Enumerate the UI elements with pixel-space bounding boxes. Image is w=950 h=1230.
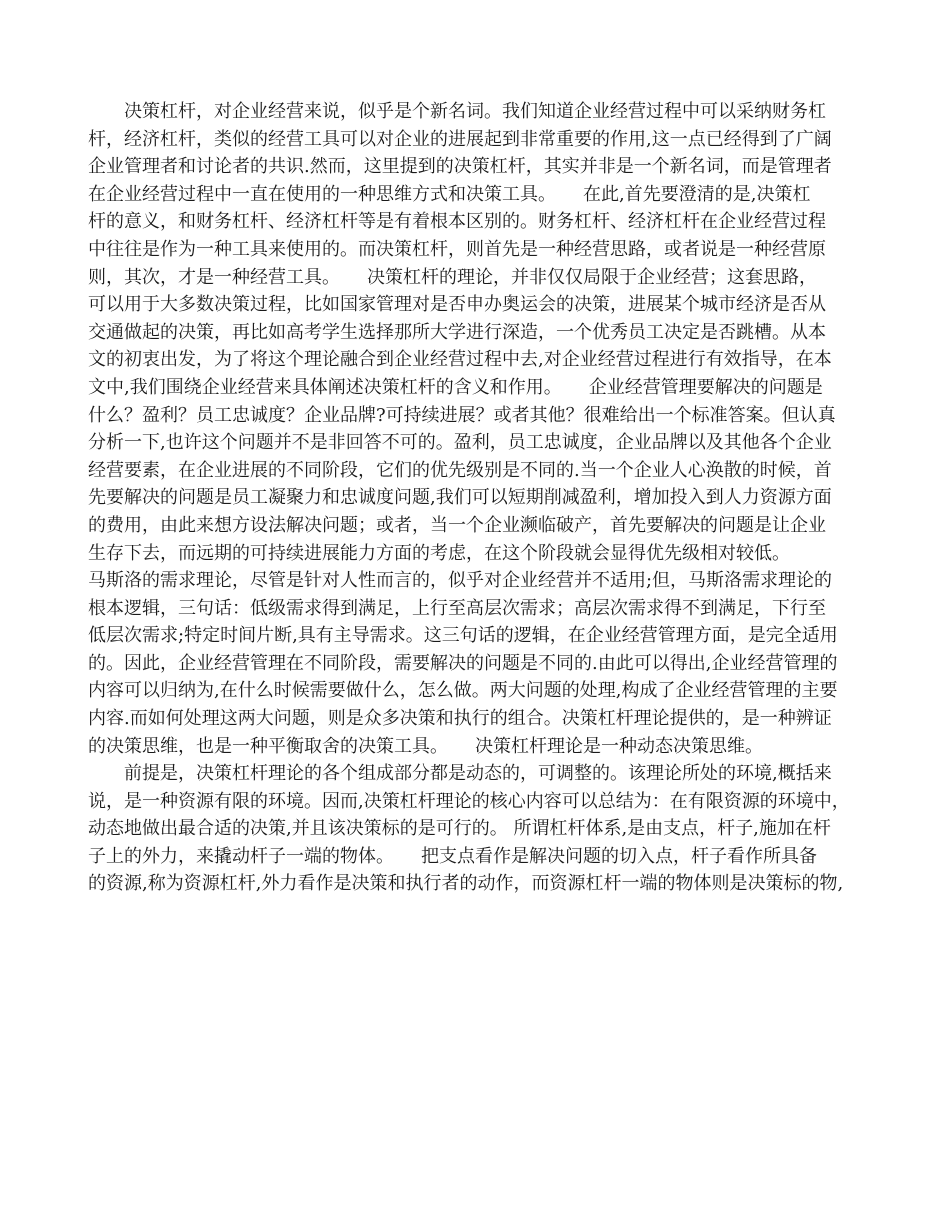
text-line: 决策杠杆，对企业经营来说，似乎是个新名词。我们知道企业经营过程中可以采纳财务杠 <box>88 101 826 122</box>
text-line: 的资源,称为资源杠杆,外力看作是决策和执行者的动作，而资源杠杆一端的物体则是决策标的物, <box>88 873 844 895</box>
text-line: 中往往是作为一种工具来使用的。而决策杠杆，则首先是一种经营思路，或者说是一种经营原 <box>88 238 826 260</box>
text-line: 说，是一种资源有限的环境。因而,决策杠杆理论的核心内容可以总结为：在有限资源的环境中， <box>88 790 850 812</box>
text-line: 内容.而如何处理这两大问题，则是众多决策和执行的组合。决策杠杆理论提供的，是一种辨证 <box>88 708 832 730</box>
text-line: 生存下去，而远期的可持续进展能力方面的考虑，在这个阶段就会显得优先级相对较低。 <box>88 542 790 564</box>
text-line: 的决策思维，也是一种平衡取舍的决策工具。 决策杠杆理论是一种动态决策思维。 <box>88 735 763 757</box>
text-line: 分析一下,也许这个问题并不是非回答不可的。盈利，员工忠诚度，企业品牌以及其他各个企业 <box>88 432 832 454</box>
text-line: 在企业经营过程中一直在使用的一种思维方式和决策工具。 在此,首先要澄清的是,决策杠 <box>88 183 811 205</box>
text-line: 文中,我们围绕企业经营来具体阐述决策杠杆的含义和作用。 企业经营管理要解决的问题是 <box>88 376 823 398</box>
text-line: 企业管理者和讨论者的共识.然而，这里提到的决策杠杆，其实并非是一个新名词，而是管理者 <box>88 156 832 178</box>
text-line: 的。因此，企业经营管理在不同阶段，需要解决的问题是不同的.由此可以得出,企业经营管理的 <box>88 652 838 674</box>
text-line: 动态地做出最合适的决策,并且该决策标的是可行的。 所谓杠杆体系,是由支点，杆子,施加在杆 <box>88 818 831 840</box>
text-line: 马斯洛的需求理论，尽管是针对人性而言的，似乎对企业经营并不适用;但，马斯洛需求理论的 <box>88 570 833 592</box>
text-line: 低层次需求;特定时间片断,具有主导需求。这三句话的逻辑，在企业经营管理方面，是完全适用 <box>88 625 838 647</box>
text-line: 先要解决的问题是员工凝聚力和忠诚度问题,我们可以短期削减盈利，增加投入到人力资源方面 <box>88 487 832 509</box>
text-line: 交通做起的决策，再比如高考学生选择那所大学进行深造，一个优秀员工决定是否跳槽。从本 <box>88 321 826 343</box>
text-line: 则，其次，才是一种经营工具。 决策杠杆的理论，并非仅仅局限于企业经营；这套思路， <box>88 266 817 288</box>
text-line: 什么？盈利？员工忠诚度？企业品牌?可持续进展？或者其他？很难给出一个标准答案。但认真 <box>88 404 836 426</box>
text-line: 可以用于大多数决策过程，比如国家管理对是否申办奥运会的决策，进展某个城市经济是否从 <box>88 294 826 316</box>
text-line: 前提是，决策杠杆理论的各个组成部分都是动态的，可调整的。该理论所处的环境,概括来 <box>88 763 832 784</box>
text-line: 杆，经济杠杆，类似的经营工具可以对企业的进展起到非常重要的作用,这一点已经得到了广阔 <box>88 128 832 150</box>
body-paragraph-1 <box>88 98 868 760</box>
text-line: 根本逻辑，三句话：低级需求得到满足，上行至高层次需求；高层次需求得不到满足，下行至 <box>88 597 826 619</box>
text-line: 的费用，由此来想方设法解决问题；或者，当一个企业濒临破产，首先要解决的问题是让企业 <box>88 514 826 536</box>
text-line: 文的初衷出发，为了将这个理论融合到企业经营过程中去,对企业经营过程进行有效指导，在本 <box>88 349 832 371</box>
text-line: 杆的意义，和财务杠杆、经济杠杆等是有着根本区别的。财务杠杆、经济杠杆在企业经营过程 <box>88 211 826 233</box>
text-line: 内容可以归纳为,在什么时候需要做什么，怎么做。两大问题的处理,构成了企业经营管理的主要 <box>88 680 838 702</box>
text-line: 子上的外力，来撬动杆子一端的物体。 把支点看作是解决问题的切入点，杆子看作所具备 <box>88 845 817 867</box>
text-line: 经营要素，在企业进展的不同阶段，它们的优先级别是不同的.当一个企业人心涣散的时候，首 <box>88 459 832 481</box>
body-paragraph-2 <box>88 760 868 898</box>
